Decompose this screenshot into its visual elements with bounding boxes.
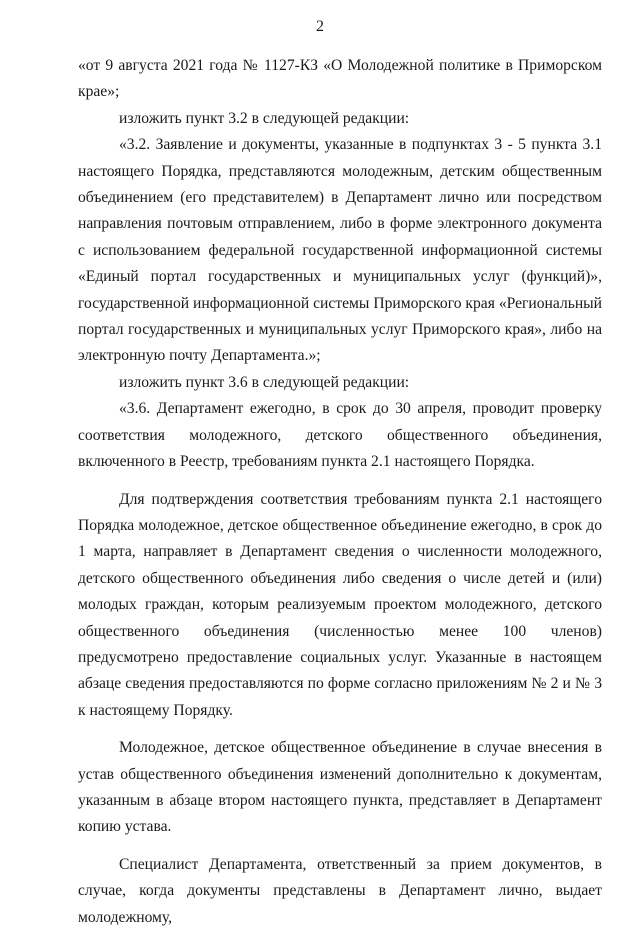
paragraph-charter-changes: Молодежное, детское общественное объединение в случае внесения в устав общественного объединения изменений дополнительно к документам, указанным в абзаце втором настоящего пункта, представляет в Департамент копию устава. <box>78 739 602 836</box>
paragraph-confirmation: Для подтверждения соответствия требованиям пункта 2.1 настоящего Порядка молодежное, детское общественное объединение ежегодно, в срок до 1 марта, направляет в Департамент сведения о численности молодежного, детского общественного объединения либо сведения о числе детей и (или) молодых граждан, которым реализуемым проектом молодежного, детского общественного объединения (численностью менее 100 членов) предусмотрено предоставление социальных услуг. Указанные в настоящем абзаце сведения предоставляются по форме согласно приложениям № 2 и № 3 к настоящему Порядку. <box>78 490 602 719</box>
paragraph-clause-3-6: «3.6. Департамент ежегодно, в срок до 30 апреля, проводит проверку соответствия молодежного, детского общественного объединения, включенного в Реестр, требованиям пункта 2.1 настоящего Порядка. <box>78 400 602 471</box>
page-number: 2 <box>316 18 324 35</box>
paragraph-amend-3-2: изложить пункт 3.2 в следующей редакции: <box>119 109 410 127</box>
document-body <box>78 53 602 931</box>
paragraph-specialist: Специалист Департамента, ответственный за прием документов, в случае, когда документы представлены в Департамент лично, выдает молодежному, <box>78 855 602 926</box>
paragraph-law-reference: «от 9 августа 2021 года № 1127-КЗ «О Молодежной политике в Приморском крае»; <box>78 57 602 101</box>
paragraph-clause-3-2: «3.2. Заявление и документы, указанные в подпунктах 3 - 5 пункта 3.1 настоящего Порядка, представляются молодежным, детским общественным объединением (его представителем) в Департамент лично или посредством направления почтовым отправлением, либо в форме электронного документа с использованием федеральной государственной информационной системы «Единый портал государственных и муниципальных услуг (функций)», государственной информационной системы Приморского края «Региональный портал государственных и муниципальных услуг Приморского края», либо на электронную почту Департамента.»; <box>78 136 602 365</box>
paragraph-amend-3-6: изложить пункт 3.6 в следующей редакции: <box>119 373 410 391</box>
